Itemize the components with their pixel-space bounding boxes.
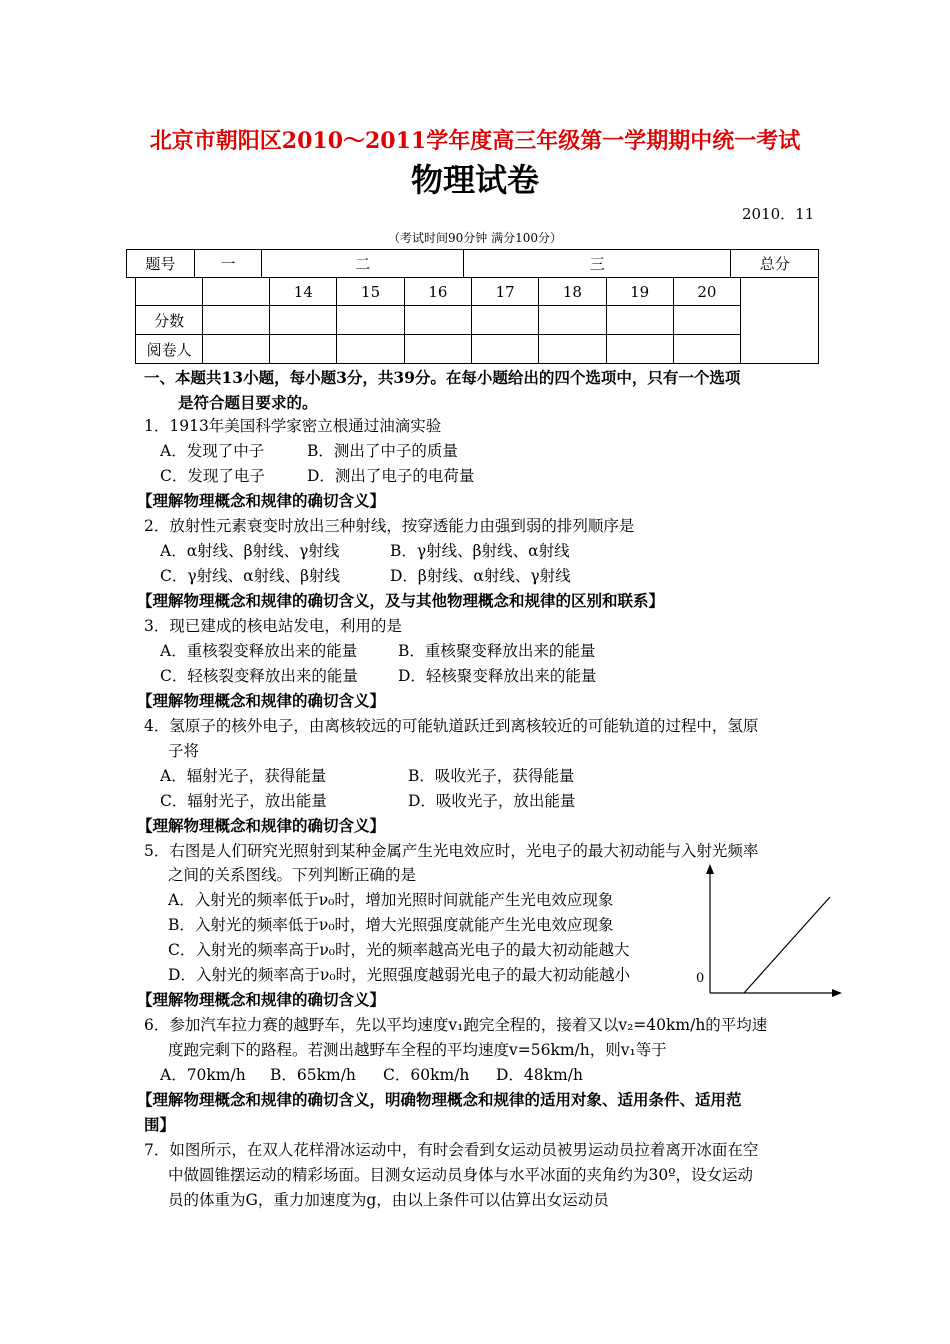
score-cell[interactable] <box>337 306 404 335</box>
number-cell: 15 <box>337 278 404 306</box>
q5-option-d[interactable]: D．入射光的频率高于ν₀时，光照强度越弱光电子的最大初动能越小 <box>168 966 631 984</box>
score-cell[interactable] <box>606 306 673 335</box>
number-cell: 16 <box>404 278 471 306</box>
q6-option-d[interactable]: D．48km/h <box>496 1066 583 1084</box>
score-cell[interactable] <box>472 306 539 335</box>
q2-stem: 2．放射性元素衰变时放出三种射线，按穿透能力由强到弱的排列顺序是 <box>144 517 635 535</box>
q5-option-b[interactable]: B．入射光的频率低于ν₀时，增大光照强度就能产生光电效应现象 <box>168 916 614 934</box>
q6-option-c[interactable]: C．60km/h <box>383 1066 470 1084</box>
q1-option-c[interactable]: C．发现了电子 <box>160 467 265 485</box>
q5-stem: 5．右图是人们研究光照射到某种金属产生光电效应时，光电子的最大初动能与入射光频率 <box>144 842 759 860</box>
score-table-header <box>126 249 819 278</box>
grader-cell[interactable] <box>203 335 270 364</box>
q3-option-a[interactable]: A．重核裂变释放出来的能量 <box>160 642 358 660</box>
q2-option-b[interactable]: B．γ射线、β射线、α射线 <box>390 542 570 560</box>
grader-cell[interactable] <box>606 335 673 364</box>
total-score-cell[interactable] <box>741 278 819 364</box>
header-cell-total: 总分 <box>731 250 819 278</box>
number-cell: 14 <box>270 278 337 306</box>
number-cell: 17 <box>472 278 539 306</box>
q4-stem: 4．氢原子的核外电子，由离核较远的可能轨道跃迁到离核较近的可能轨道的过程中，氢原 <box>144 717 759 735</box>
grader-cell[interactable] <box>404 335 471 364</box>
q3-note: 【理解物理概念和规律的确切含义】 <box>137 691 386 710</box>
q3-option-b[interactable]: B．重核聚变释放出来的能量 <box>398 642 596 660</box>
q6-option-b[interactable]: B．65km/h <box>270 1066 356 1084</box>
grader-cell[interactable] <box>270 335 337 364</box>
x-axis-arrow <box>832 989 842 997</box>
q5-option-c[interactable]: C．入射光的频率高于ν₀时，光的频率越高光电子的最大初动能越大 <box>168 941 630 959</box>
q5-note: 【理解物理概念和规律的确切含义】 <box>137 990 386 1009</box>
exam-subject-title: 物理试卷 <box>410 161 539 199</box>
q6-stem-cont: 度跑完剩下的路程。若测出越野车全程的平均速度v=56km/h，则v₁等于 <box>168 1041 667 1059</box>
q2-option-c[interactable]: C．γ射线、α射线、β射线 <box>160 567 341 585</box>
number-cell: 19 <box>606 278 673 306</box>
number-cell: 18 <box>539 278 606 306</box>
q7-stem-cont: 中做圆锥摆运动的精彩场面。目测女运动员身体与水平冰面的夹角约为30º，设女运动 <box>168 1166 754 1184</box>
score-cell[interactable] <box>673 306 740 335</box>
q4-option-a[interactable]: A．辐射光子，获得能量 <box>160 767 327 785</box>
header-cell-tihao: 题号 <box>127 250 195 278</box>
q2-note: 【理解物理概念和规律的确切含义，及与其他物理概念和规律的区别和联系】 <box>137 591 665 610</box>
header-cell-section3: 三 <box>464 250 731 278</box>
q2-option-d[interactable]: D．β射线、α射线、γ射线 <box>390 567 571 585</box>
grader-cell[interactable] <box>673 335 740 364</box>
section1-instructions-cont: 是符合题目要求的。 <box>178 393 318 412</box>
row-label-grader: 阅卷人 <box>136 335 203 364</box>
q5-option-a[interactable]: A．入射光的频率低于ν₀时，增加光照时间就能产生光电效应现象 <box>168 891 614 909</box>
q4-note: 【理解物理概念和规律的确切含义】 <box>137 816 386 835</box>
q1-option-d[interactable]: D．测出了电子的电荷量 <box>307 467 475 485</box>
graph-origin-label: 0 <box>696 971 705 986</box>
section1-instructions: 一、本题共13小题，每小题3分，共39分。在每小题给出的四个选项中，只有一个选项 <box>144 368 741 387</box>
q7-stem-cont2: 员的体重为G，重力加速度为g，由以上条件可以估算出女运动员 <box>168 1191 609 1209</box>
q4-option-c[interactable]: C．辐射光子，放出能量 <box>160 792 327 810</box>
graph-line <box>744 897 830 993</box>
score-cell[interactable] <box>270 306 337 335</box>
photoelectric-graph <box>690 862 850 1002</box>
q4-option-d[interactable]: D．吸收光子，放出能量 <box>408 792 576 810</box>
q7-stem: 7．如图所示，在双人花样滑冰运动中，有时会看到女运动员被男运动员拉着离开冰面在空 <box>144 1141 759 1159</box>
row-label-score: 分数 <box>136 306 203 335</box>
grader-cell[interactable] <box>539 335 606 364</box>
q3-stem: 3．现已建成的核电站发电，利用的是 <box>144 617 402 635</box>
score-cell[interactable] <box>539 306 606 335</box>
q4-stem-cont: 子将 <box>168 742 200 760</box>
exam-date: 2010．11 <box>742 205 815 223</box>
exam-duration: （考试时间90分钟 满分100分） <box>388 231 562 245</box>
q1-note: 【理解物理概念和规律的确切含义】 <box>137 491 386 510</box>
q2-option-a[interactable]: A．α射线、β射线、γ射线 <box>160 542 340 560</box>
q5-stem-cont: 之间的关系图线。下列判断正确的是 <box>168 866 417 884</box>
q1-option-a[interactable]: A．发现了中子 <box>160 442 265 460</box>
q1-stem: 1．1913年美国科学家密立根通过油滴实验 <box>144 417 442 435</box>
exam-header-title: 北京市朝阳区2010～2011学年度高三年级第一学期期中统一考试 <box>149 128 801 154</box>
q3-option-d[interactable]: D．轻核聚变释放出来的能量 <box>398 667 597 685</box>
header-cell-section2: 二 <box>262 250 464 278</box>
number-cell: 20 <box>673 278 740 306</box>
q6-stem: 6．参加汽车拉力赛的越野车，先以平均速度v₁跑完全程的，接着又以v₂=40km/h的平均速 <box>144 1016 768 1034</box>
q6-note-cont: 围】 <box>144 1115 176 1134</box>
q1-option-b[interactable]: B．测出了中子的质量 <box>307 442 458 460</box>
score-cell[interactable] <box>404 306 471 335</box>
q6-note: 【理解物理概念和规律的确切含义，明确物理概念和规律的适用对象、适用条件、适用范 <box>137 1090 742 1109</box>
score-table-body <box>135 277 819 364</box>
q3-option-c[interactable]: C．轻核裂变释放出来的能量 <box>160 667 358 685</box>
header-cell-section1: 一 <box>194 250 262 278</box>
y-axis-arrow <box>706 864 714 874</box>
score-cell[interactable] <box>203 306 270 335</box>
grader-cell[interactable] <box>337 335 404 364</box>
q4-option-b[interactable]: B．吸收光子，获得能量 <box>408 767 575 785</box>
q6-option-a[interactable]: A．70km/h <box>160 1066 246 1084</box>
grader-cell[interactable] <box>472 335 539 364</box>
